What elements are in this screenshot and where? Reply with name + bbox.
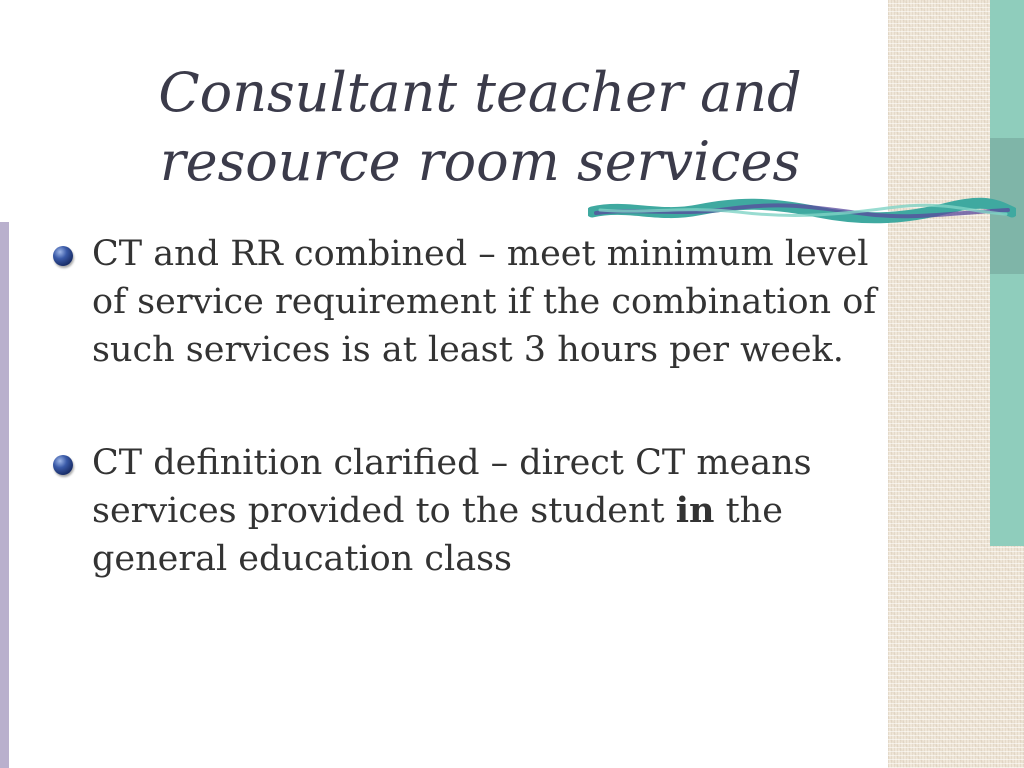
slide-title: Consultant teacher and resource room services: [158, 61, 802, 193]
bullet-dot-icon: [53, 455, 73, 475]
bullet-text-emphasis: in: [675, 490, 715, 531]
bullet-item: [50, 439, 900, 583]
bullet-text-start: CT definition clarified – direct CT means services provided to the student: [92, 443, 812, 531]
brush-stroke-decoration: [588, 196, 1016, 226]
bullet-text-end: the general education class: [92, 491, 783, 579]
bullet-dot-icon: [53, 246, 73, 266]
bullet-item: [50, 230, 900, 374]
left-accent-bar: [0, 222, 9, 768]
bullet-list: [50, 230, 900, 583]
bullet-text: CT and RR combined – meet minimum level of service requirement if the combination of such services is at least 3 hours per week.: [92, 234, 877, 370]
